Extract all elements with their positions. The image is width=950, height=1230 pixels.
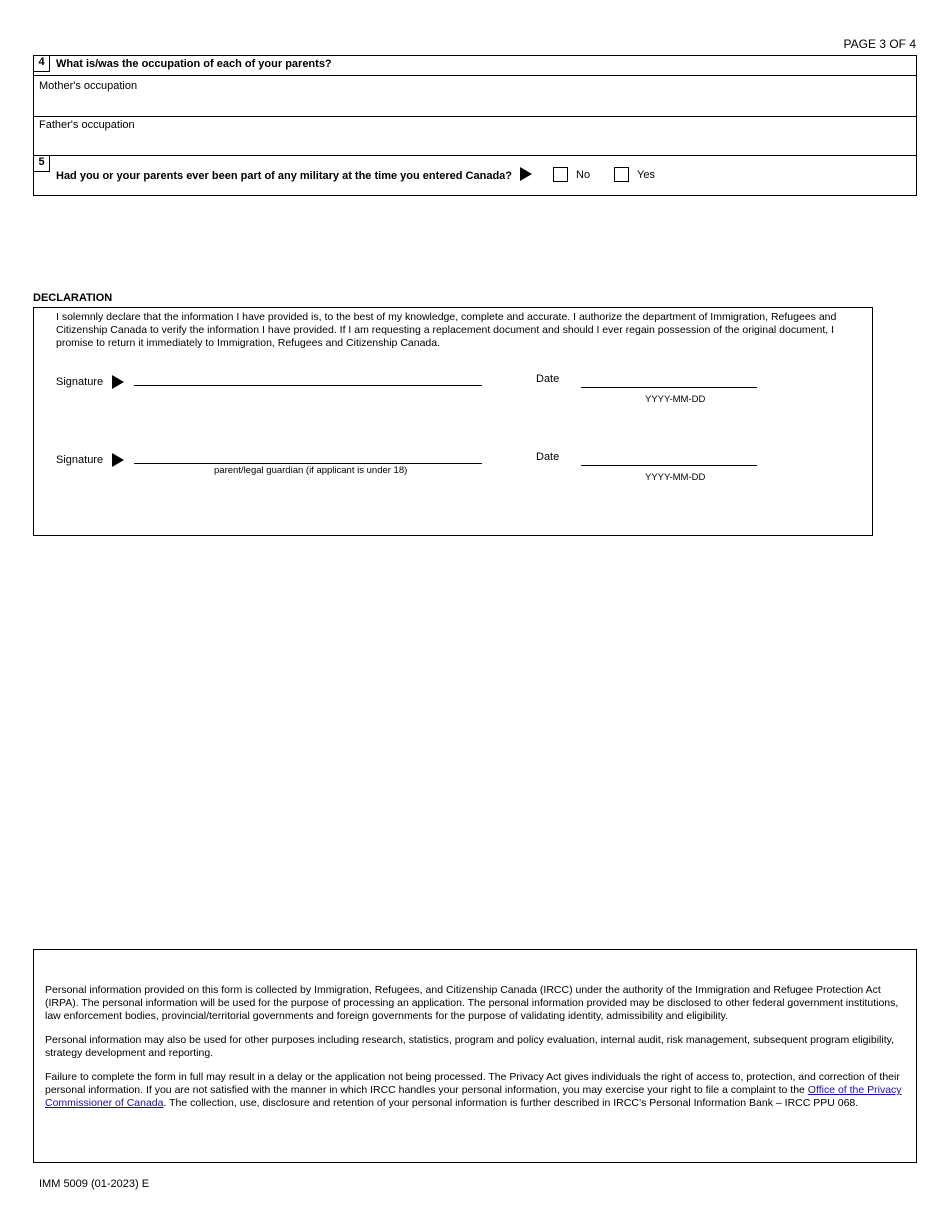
military-yes-label: Yes [637,169,655,181]
parents-section [33,55,917,196]
signature-label: Signature [56,376,104,388]
privacy-paragraph-3 [45,1071,905,1110]
privacy-paragraph-3-start: Failure to complete the form in full may result in a delay or the application not being processed. The Privacy Act gives individuals the right of access to, protection, and correction of their personal information. If you are not satisfied with the manner in which IRCC handles your personal information, you may exercise your right to file a complaint to the [45,1071,900,1096]
privacy-text [45,984,905,1121]
guardian-caption: parent/legal guardian (if applicant is under 18) [214,465,408,476]
guardian-signature-label: Signature [56,454,104,466]
question-5-title: Had you or your parents ever been part of any military at the time you entered Canada? [56,170,513,182]
guardian-date-format-hint: YYYY-MM-DD [645,472,706,483]
date-line[interactable] [581,387,757,388]
father-occupation-field[interactable] [34,117,916,155]
divider [34,155,916,156]
declaration-heading: DECLARATION [33,292,113,304]
military-yes-checkbox[interactable] [614,167,629,182]
arrow-right-icon [112,453,124,467]
declaration-box [33,307,873,536]
declaration-text: I solemnly declare that the information I have provided is, to the best of my knowledge, complete and accurate. I authorize the department of Immigration, Refugees and Citizenship Canada to verify the information I have provided. If I am requesting a replacement document and should I ever regain possession of the original document, I promise to return it immediately to Immigration, Refugees and Citizenship Canada. [56,311,837,350]
page-number: PAGE 3 OF 4 [843,37,916,51]
guardian-date-line[interactable] [581,465,757,466]
question-5-number: 5 [34,156,50,172]
arrow-right-icon [112,375,124,389]
question-4-title: What is/was the occupation of each of your parents? [56,58,332,70]
date-format-hint: YYYY-MM-DD [645,394,706,405]
privacy-paragraph-3-end: . The collection, use, disclosure and retention of your personal information is further described in IRCC’s Personal Information Bank – IRCC PPU 068. [163,1097,859,1109]
arrow-right-icon [520,167,532,181]
mother-occupation-label: Mother's occupation [39,80,138,92]
father-occupation-label: Father's occupation [39,119,135,131]
military-no-label: No [576,169,591,181]
privacy-commissioner-link[interactable]: Office of the Privacy Commissioner of Canada [45,1084,902,1109]
question-4-number: 4 [34,56,50,72]
privacy-notice [33,949,917,1163]
date-label: Date [536,373,560,385]
mother-occupation-field[interactable] [34,76,916,115]
privacy-paragraph-1: Personal information provided on this form is collected by Immigration, Refugees, and Citizenship Canada (IRCC) under the authority of the Immigration and Refugee Protection Act (IRPA). The personal information will be used for the purpose of processing an application. The personal information provided may be disclosed to other federal government institutions, law enforcement bodies, provincial/territorial governments and foreign governments for the purpose of validating identity, admissibility and eligibility. [45,984,899,1022]
guardian-date-label: Date [536,451,560,463]
form-code: IMM 5009 (01-2023) E [39,1178,150,1190]
guardian-signature-line[interactable] [134,463,482,464]
signature-line[interactable] [134,385,482,386]
privacy-paragraph-2: Personal information may also be used for other purposes including research, statistics, program and policy evaluation, internal audit, risk management, subsequent program eligibility, strategy development and reporting. [45,1034,894,1059]
military-no-checkbox[interactable] [553,167,568,182]
